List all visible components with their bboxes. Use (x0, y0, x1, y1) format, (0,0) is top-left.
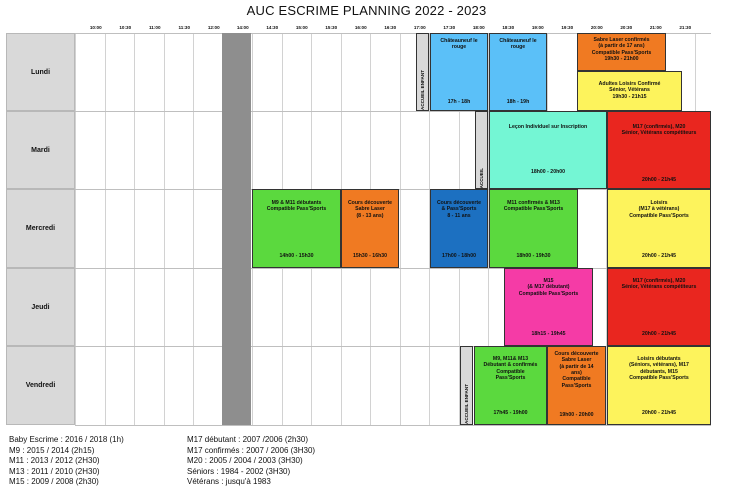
event-lundi-sabre-laser: Sabre Laser confirmés (à partir de 17 ans) Compatible Pass'Sports 19h30 - 21h00 (577, 33, 666, 71)
event-vendredi-loisirs: Loisirs débutants (Séniors, vétérans), M17 débutants, M15 Compatible Pass'Sports 20h00 - 21h45 (607, 346, 711, 425)
hour-label: 14:00 (236, 25, 249, 30)
day-vendredi: Vendredi (6, 346, 75, 425)
lundi-accueil-enfant: ACCUEIL ENFANT (416, 33, 429, 111)
event-jeudi-m17: M17 (confirmés), M20 Sénior, Vétérans compétiteurs 20h00 - 21h45 (607, 268, 711, 346)
event-vendredi-m9-m11-m13: M9, M11& M13 Débutant & confirmés Compatible Pass'Sports 17h45 - 19h00 (474, 346, 547, 425)
hour-label: 10:30 (119, 25, 132, 30)
hour-label: 10:00 (89, 25, 102, 30)
hour-label: 19:00 (531, 25, 544, 30)
event-mercredi-sabre-laser: Cours découverte Sabre Laser (8 - 13 ans) 15h30 - 16h30 (341, 189, 399, 268)
hour-label: 16:00 (354, 25, 367, 30)
legend-left: Baby Escrime : 2016 / 2018 (1h) M9 : 2015 / 2014 (2h15) M11 : 2013 / 2012 (2H30) M13 : 2011 / 2010 (2H30) M15 : 2009 / 2008 (2h30) (9, 435, 124, 486)
grid-column-line (193, 33, 194, 425)
day-mardi: Mardi (6, 111, 75, 189)
event-mardi-lecon: Leçon Individuel sur Inscription 18h00 - 20h00 (489, 111, 607, 189)
hour-label: 18:30 (502, 25, 515, 30)
event-mercredi-m11-m13: M11 confirmés & M13 Compatible Pass'Sports 18h00 - 19h30 (489, 189, 578, 268)
grid-column-line (400, 33, 401, 425)
event-mercredi-cours-decouverte: Cours découverte & Pass'Sports 8 - 11 ans 17h00 - 18h00 (430, 189, 488, 268)
event-mercredi-loisirs: Loisirs (M17 à vétérans) Compatible Pass'Sports 20h00 - 21h45 (607, 189, 711, 268)
hour-label: 15:00 (295, 25, 308, 30)
page-title: AUC ESCRIME PLANNING 2022 - 2023 (246, 3, 487, 18)
grid-column-line (164, 33, 165, 425)
hour-label: 14:30 (266, 25, 279, 30)
event-vendredi-sabre-laser: Cours découverte Sabre Laser (à partir de 14 ans) Compatible Pass'Sports 19h00 - 20h00 (547, 346, 606, 425)
hour-label: 21:00 (649, 25, 662, 30)
hour-label: 17:30 (443, 25, 456, 30)
event-lundi-adultes-loisirs: Adultes Loisirs Confirmé Sénior, Vétérans 19h30 - 21h15 (577, 71, 682, 111)
day-mercredi: Mercredi (6, 189, 75, 268)
event-lundi-chateauneuf-2: Châteauneuf le rouge 18h - 19h (489, 33, 547, 111)
hour-label: 19:30 (561, 25, 574, 30)
event-mercredi-m9-m11: M9 & M11 débutants Compatible Pass'Sports 14h00 - 15h30 (252, 189, 341, 268)
mardi-accueil: ACCUEIL (475, 111, 488, 189)
event-lundi-chateauneuf-1: Châteauneuf le rouge 17h - 18h (430, 33, 488, 111)
event-mardi-m17: M17 (confirmés), M20 Sénior, Vétérans compétiteurs 20h00 - 21h45 (607, 111, 711, 189)
hour-label: 20:30 (620, 25, 633, 30)
event-jeudi-m15: M15 (& M17 débutant) Compatible Pass'Sports 18h15 - 19h45 (504, 268, 593, 346)
grid-column-line (105, 33, 106, 425)
legend-right: M17 débutant : 2007 /2006 (2h30) M17 confirmés : 2007 / 2006 (3H30) M20 : 2005 / 2004 / 2003 (3H30) Séniors : 1984 - 2002 (3H30) Vétérans : jusqu'à 1983 (187, 435, 316, 486)
hour-label: 16:30 (384, 25, 397, 30)
hour-label: 21:30 (679, 25, 692, 30)
grid-column-line (75, 33, 76, 425)
vendredi-accueil-enfant: ACCUEIL ENFANT (460, 346, 473, 425)
hour-label: 11:00 (149, 25, 161, 30)
hour-label: 15:30 (325, 25, 338, 30)
day-lundi: Lundi (6, 33, 75, 111)
day-jeudi: Jeudi (6, 268, 75, 346)
lunch-break-column (222, 33, 251, 425)
hour-label: 11:30 (178, 25, 190, 30)
hour-label: 17:00 (413, 25, 426, 30)
grid-column-line (134, 33, 135, 425)
hour-label: 12:00 (207, 25, 220, 30)
hour-label: 20:00 (590, 25, 603, 30)
hour-label: 18:00 (472, 25, 485, 30)
